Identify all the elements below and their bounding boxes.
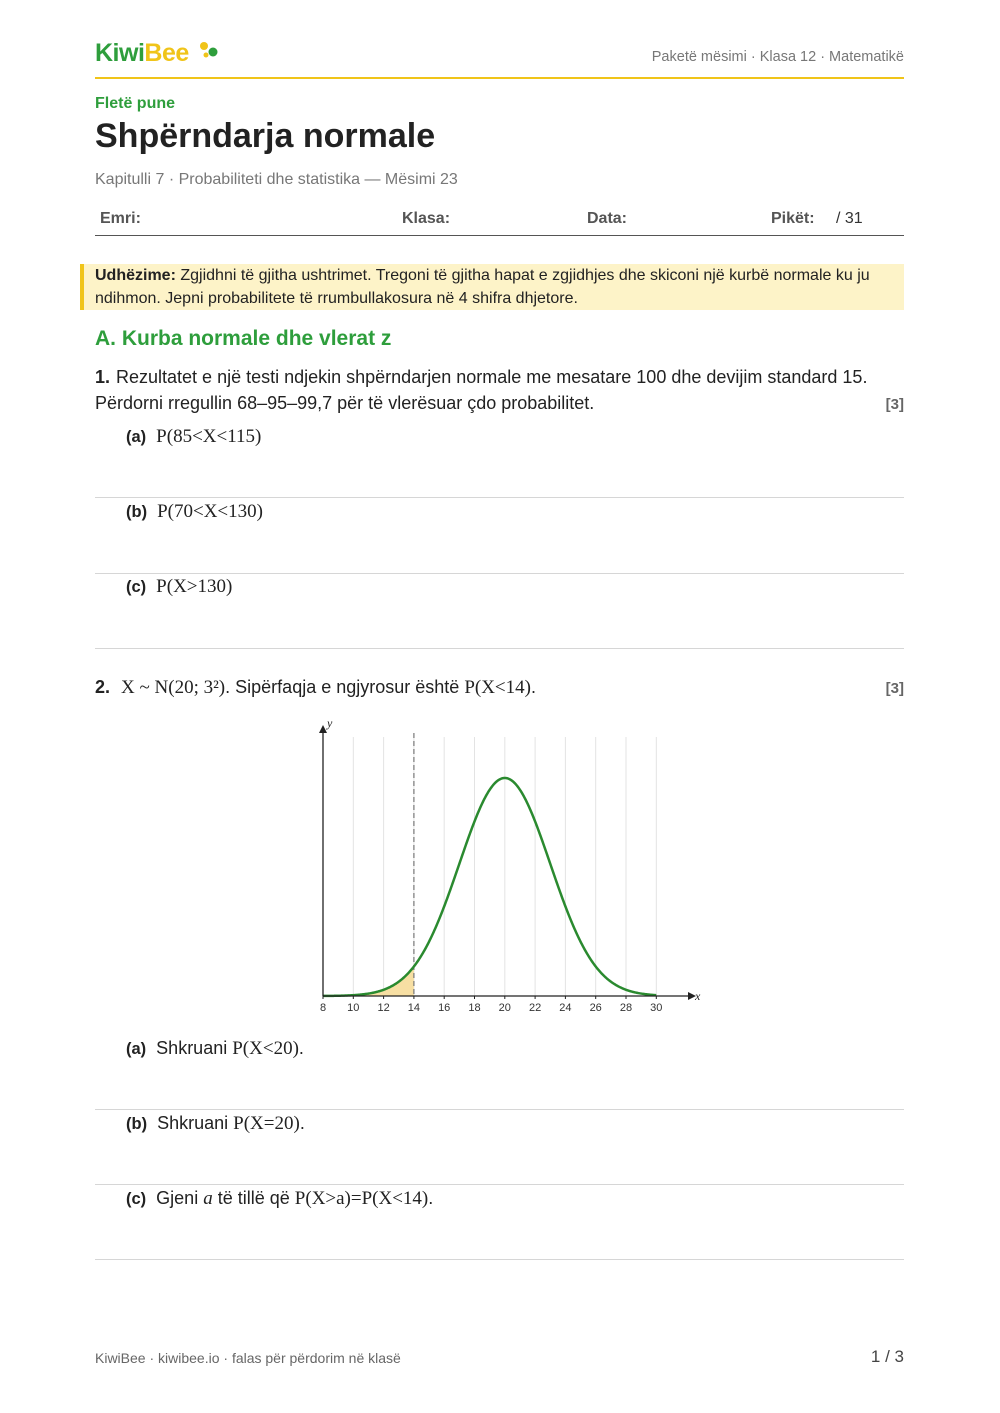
- part-label: (a): [126, 428, 147, 446]
- date-field-label: Data:: [587, 210, 628, 227]
- name-field-label: Emri:: [100, 210, 141, 227]
- question-2: 2. X ~ N(20; 3²). Sipërfaqja e ngjyrosur është P(X<14).: [95, 677, 536, 698]
- class-field-label: Klasa:: [402, 210, 451, 227]
- part-label: (c): [126, 1190, 147, 1208]
- x-tick-label: 8: [319, 1002, 327, 1014]
- section-a-title: A. Kurba normale dhe vlerat z: [95, 327, 392, 350]
- question-2c: (c) Gjeni a të tillë që P(X>a)=P(X<14).: [126, 1188, 434, 1209]
- part-text: Shkruani: [157, 1113, 229, 1133]
- page-number: 1 / 3: [870, 1347, 904, 1366]
- part-label: (b): [126, 1115, 148, 1133]
- part-label: (a): [126, 1040, 147, 1058]
- x-tick-label: 18: [468, 1002, 481, 1014]
- part-label: (b): [126, 503, 148, 521]
- x-tick-label: 26: [589, 1002, 602, 1014]
- points-total: / 31: [836, 210, 863, 227]
- kiwibee-logo: [95, 38, 189, 68]
- x-tick-label: 16: [438, 1002, 451, 1014]
- part-text: Gjeni: [156, 1188, 199, 1208]
- question-1: [95, 364, 904, 416]
- instructions-text: Zgjidhni të gjitha ushtrimet. Tregoni të gjitha hapat e zgjidhjes dhe skiconi një kurbë normale ku ju ndihmon. Jepni probabilitete të rrumbullakosura në 4 shifra dhjetore.: [95, 267, 870, 307]
- worksheet-kicker: Fletë pune: [95, 95, 176, 112]
- answer-line[interactable]: [95, 1259, 904, 1260]
- instructions-box: [80, 264, 904, 310]
- math-expression: P(X<20): [232, 1038, 299, 1059]
- shaded-probability: P(X<14): [464, 677, 531, 698]
- student-fields: [95, 205, 904, 236]
- question-2b: (b) Shkruani P(X=20).: [126, 1113, 305, 1134]
- part-text: të tillë që: [217, 1188, 290, 1208]
- points-field-label: Pikët:: [771, 210, 815, 227]
- variable-a: a: [203, 1188, 213, 1209]
- footer-text: KiwiBee · kiwibee.io · falas për përdorim në klasë: [95, 1350, 401, 1366]
- question-2-marks: [3]: [885, 680, 904, 697]
- math-expression: P(X=20): [233, 1113, 300, 1134]
- normal-curve: [323, 778, 656, 996]
- instructions-label: Udhëzime:: [95, 267, 176, 284]
- y-axis-label: y: [327, 716, 333, 730]
- math-expression: P(70<X<130): [157, 501, 263, 522]
- x-tick-label: 14: [407, 1002, 421, 1014]
- x-tick-label: 20: [498, 1002, 511, 1014]
- x-tick-label: 24: [559, 1002, 572, 1014]
- header-divider: [95, 77, 904, 79]
- logo-bee: Bee: [144, 39, 189, 67]
- bee-dots-icon: [198, 40, 220, 60]
- x-tick-label: 30: [650, 1002, 663, 1014]
- part-text: Shkruani: [156, 1038, 228, 1058]
- distribution-expression: X ~ N(20; 3²): [121, 677, 226, 698]
- question-2-text: Sipërfaqja e ngjyrosur është: [235, 677, 460, 697]
- question-2-number: 2.: [95, 677, 111, 697]
- normal-curve-chart: [300, 715, 710, 1020]
- y-axis-arrow: [319, 725, 327, 733]
- page-subtitle: Kapitulli 7 · Probabiliteti dhe statistika — Mësimi 23: [95, 171, 458, 188]
- x-tick-label: 28: [619, 1002, 633, 1014]
- answer-line[interactable]: [95, 497, 904, 498]
- question-1c: [126, 576, 232, 598]
- logo-kiwi: Kiwi: [95, 39, 145, 67]
- math-expression: P(85<X<115): [156, 426, 262, 447]
- question-1a: [126, 426, 261, 448]
- question-1-marks: [3]: [885, 396, 904, 413]
- x-axis-label: x: [695, 989, 701, 1003]
- math-expression: P(X>a)=P(X<14): [294, 1188, 429, 1209]
- answer-line[interactable]: [95, 573, 904, 574]
- part-label: (c): [126, 578, 147, 596]
- header-meta: Paketë mësimi · Klasa 12 · Matematikë: [651, 49, 904, 65]
- x-tick-label: 12: [377, 1002, 390, 1014]
- page-title: Shpërndarja normale: [95, 117, 436, 155]
- x-tick-label: 22: [528, 1002, 542, 1014]
- question-1-text: Rezultatet e një testi ndjekin shpërndarjen normale me mesatare 100 dhe devijim standard 15. Përdorni rregullin 68–95–99,7 për të vlerësuar çdo probabilitet.: [95, 367, 868, 413]
- question-1b: [126, 501, 263, 523]
- question-2a: (a) Shkruani P(X<20).: [126, 1038, 304, 1059]
- x-tick-label: 10: [347, 1002, 360, 1014]
- answer-line[interactable]: [95, 1109, 904, 1110]
- math-expression: P(X>130): [156, 576, 233, 597]
- answer-line[interactable]: [95, 648, 904, 649]
- question-1-number: 1.: [95, 367, 111, 387]
- answer-line[interactable]: [95, 1184, 904, 1185]
